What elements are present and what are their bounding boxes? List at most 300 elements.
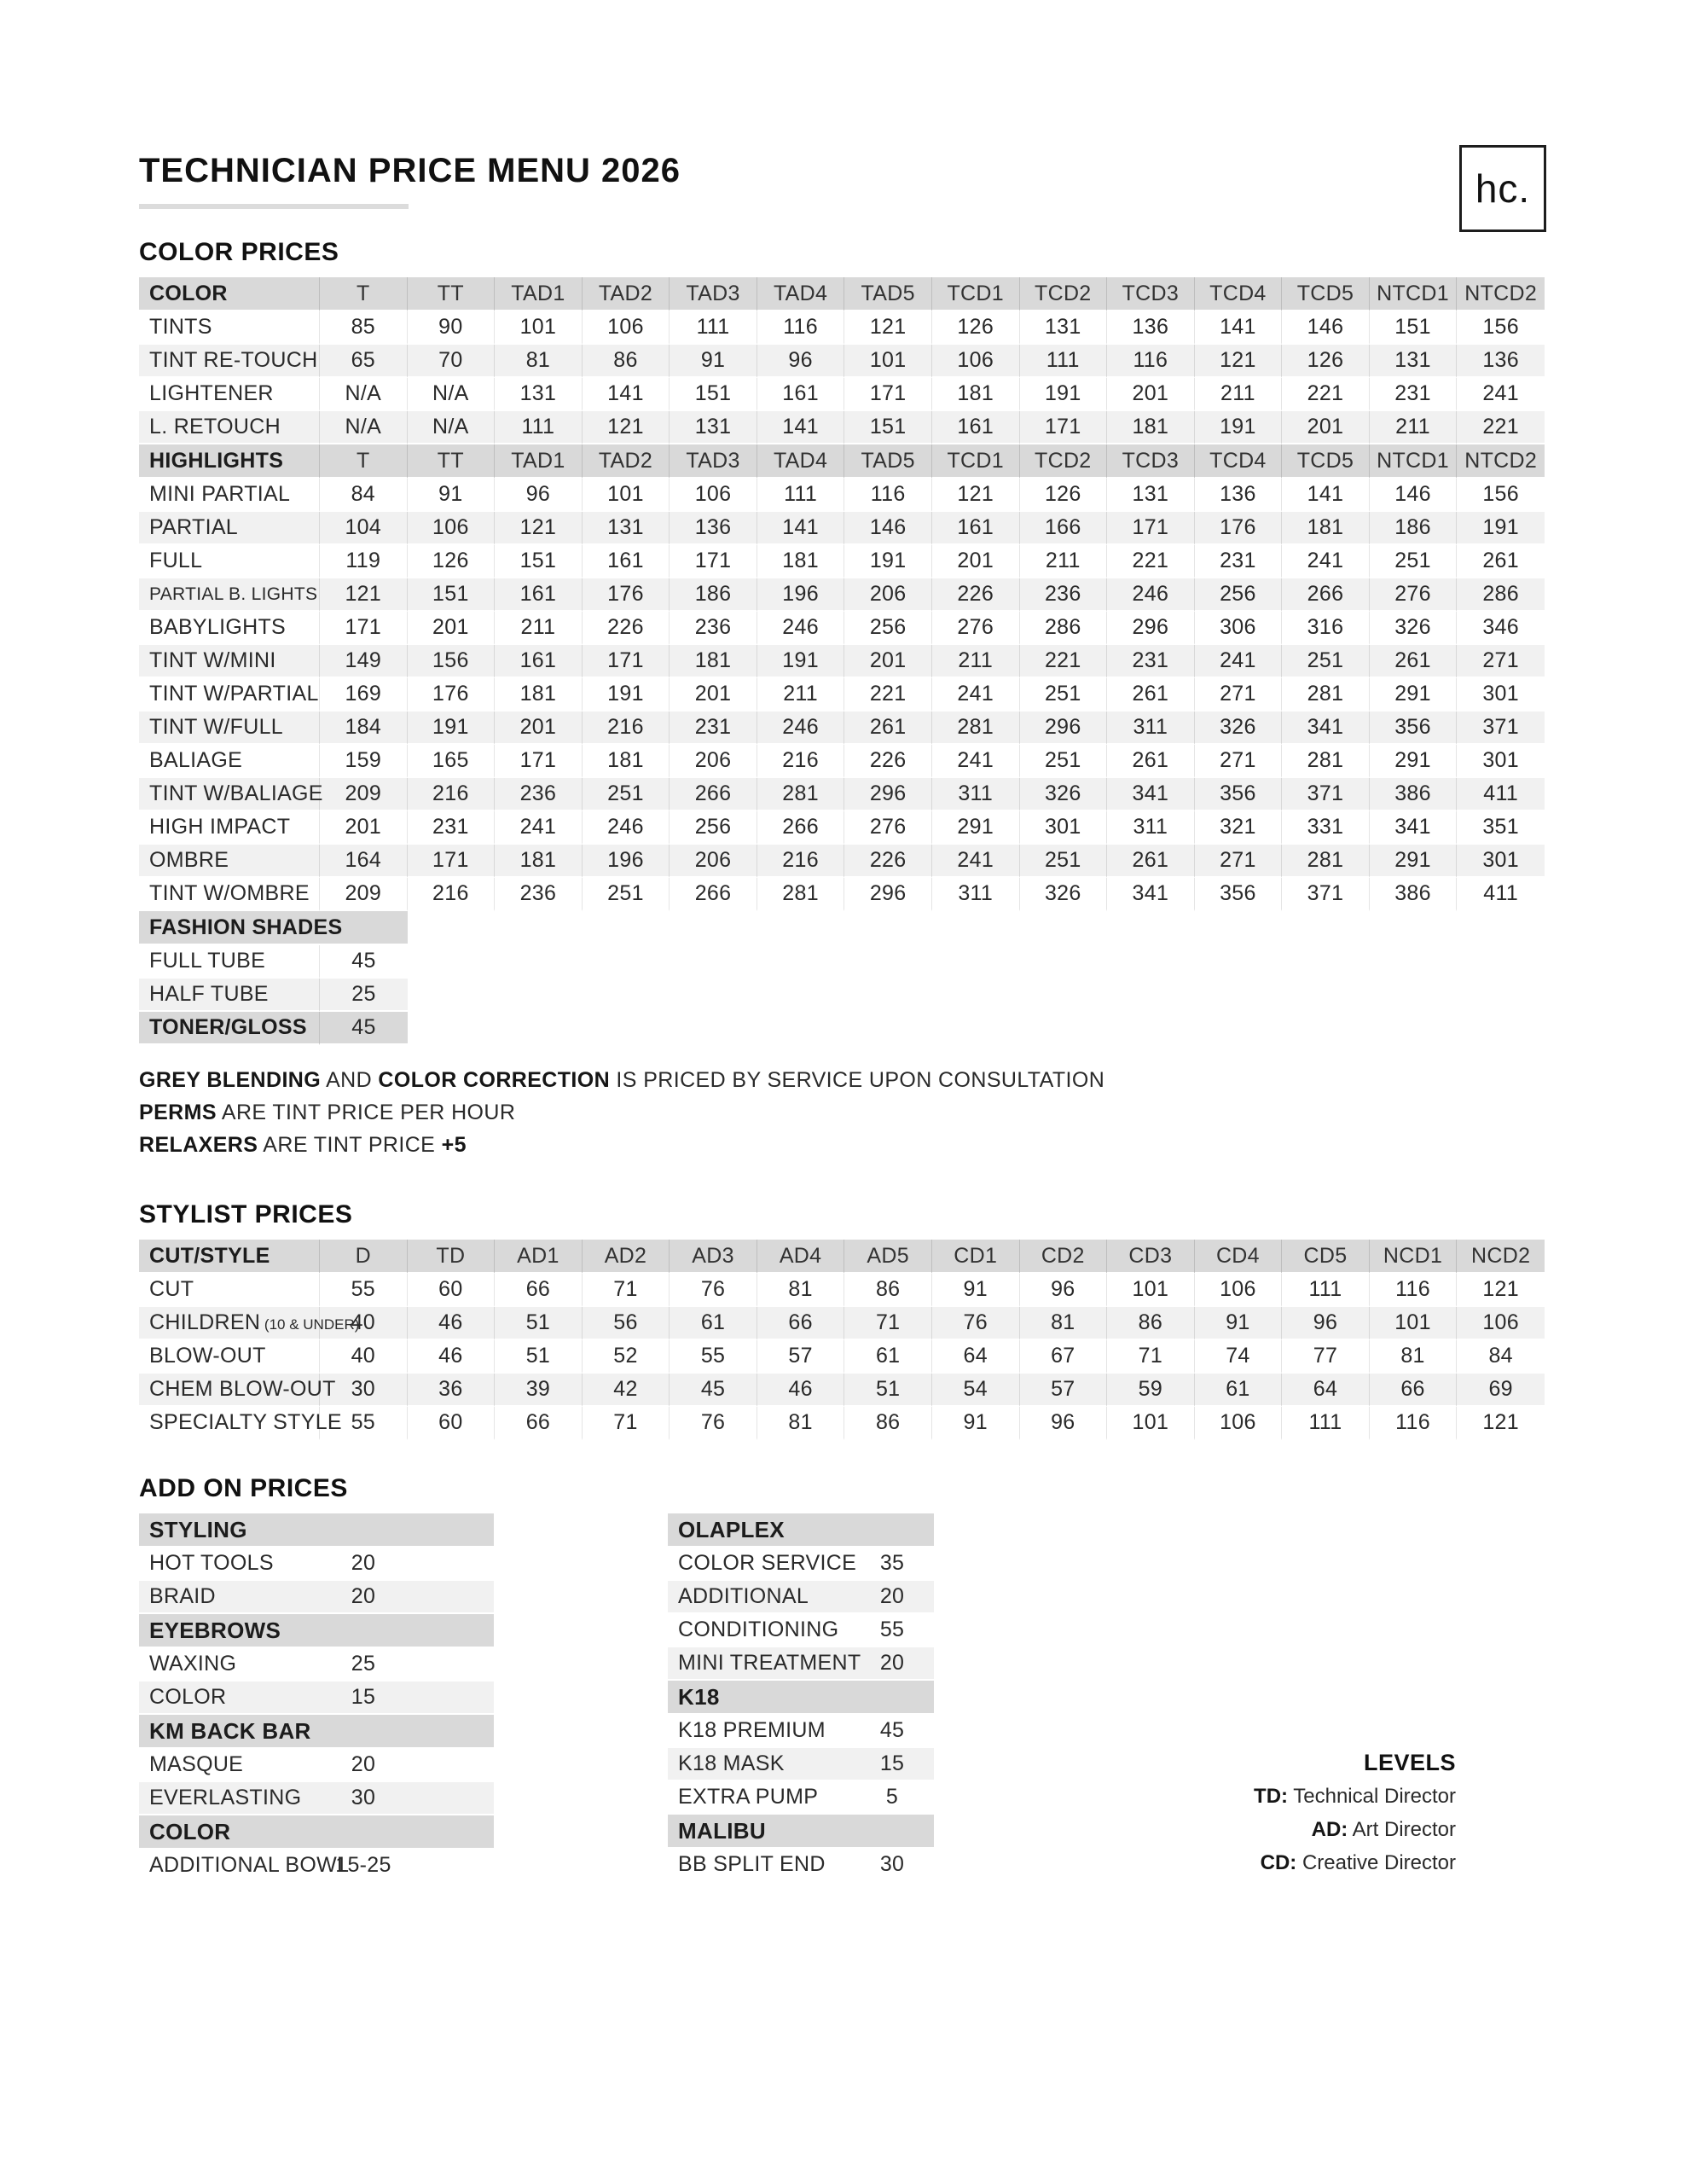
price-cell: 266 xyxy=(1282,578,1370,612)
price-cell: 201 xyxy=(844,645,932,678)
price-cell: 111 xyxy=(757,479,845,512)
price-cell: 96 xyxy=(495,479,583,512)
price-cell: 251 xyxy=(1282,645,1370,678)
price-cell: 106 xyxy=(1195,1274,1283,1307)
price-cell: 121 xyxy=(1457,1407,1545,1440)
price-cell: 126 xyxy=(1282,345,1370,378)
section-header: OLAPLEX xyxy=(668,1513,934,1548)
row-label: BALIAGE xyxy=(139,745,320,778)
column-header: T xyxy=(320,444,408,479)
price-cell: 151 xyxy=(1370,311,1458,345)
price-cell: 86 xyxy=(844,1274,932,1307)
price-cell: 156 xyxy=(408,645,496,678)
column-header: TAD5 xyxy=(844,277,932,311)
price-cell: 55 xyxy=(670,1340,757,1374)
price-cell: 96 xyxy=(1020,1407,1108,1440)
price-cell: 301 xyxy=(1457,678,1545,712)
price-cell: 111 xyxy=(670,311,757,345)
price-cell: 164 xyxy=(320,845,408,878)
price-cell: 341 xyxy=(1107,778,1195,811)
row-label: BLOW-OUT xyxy=(139,1340,320,1374)
table-row xyxy=(139,1648,494,1682)
price-cell: 91 xyxy=(1195,1307,1283,1340)
column-header: TT xyxy=(408,277,496,311)
price-cell: 301 xyxy=(1457,845,1545,878)
price-cell: N/A xyxy=(320,411,408,444)
column-header: TCD5 xyxy=(1282,444,1370,479)
column-header: TCD3 xyxy=(1107,444,1195,479)
row-label: CUT xyxy=(139,1274,320,1307)
price-cell: 91 xyxy=(932,1274,1020,1307)
price-cell: 411 xyxy=(1457,778,1545,811)
price-cell: 261 xyxy=(1107,678,1195,712)
price-cell: 211 xyxy=(495,612,583,645)
price-cell: 156 xyxy=(1457,311,1545,345)
price-cell: 356 xyxy=(1370,712,1458,745)
price-cell: 286 xyxy=(1457,578,1545,612)
price-cell: 106 xyxy=(408,512,496,545)
price-cell: 291 xyxy=(932,811,1020,845)
price-cell: 64 xyxy=(932,1340,1020,1374)
price-cell: 55 xyxy=(320,1274,408,1307)
price-cell: 70 xyxy=(408,345,496,378)
price-cell: 196 xyxy=(583,845,670,878)
price-cell: 66 xyxy=(495,1274,583,1307)
price-cell: 56 xyxy=(583,1307,670,1340)
section-header-row xyxy=(668,1681,934,1715)
price-cell: 226 xyxy=(932,578,1020,612)
price-cell: 146 xyxy=(844,512,932,545)
row-label: HALF TUBE xyxy=(139,979,320,1012)
price-cell: 151 xyxy=(495,545,583,578)
price-cell: 146 xyxy=(1370,479,1458,512)
price-cell: 271 xyxy=(1195,678,1283,712)
price-cell: 311 xyxy=(932,878,1020,911)
spacer-cell xyxy=(407,1682,494,1715)
price-cell: 46 xyxy=(408,1340,496,1374)
price-cell: 141 xyxy=(1282,479,1370,512)
price-cell: 76 xyxy=(670,1274,757,1307)
column-header: TT xyxy=(408,444,496,479)
column-header: TAD1 xyxy=(495,444,583,479)
spacer-cell xyxy=(407,1648,494,1682)
row-label: EXTRA PUMP xyxy=(668,1781,850,1815)
price-cell: 151 xyxy=(670,378,757,411)
column-header: TAD3 xyxy=(670,277,757,311)
price-cell: 65 xyxy=(320,345,408,378)
row-label: ADDITIONAL BOWL xyxy=(139,1850,320,1883)
price-cell: 241 xyxy=(932,678,1020,712)
price-cell: 216 xyxy=(757,845,845,878)
table-row xyxy=(139,1274,1545,1307)
price-cell: 246 xyxy=(1107,578,1195,612)
price-cell: 291 xyxy=(1370,845,1458,878)
price-cell: 351 xyxy=(1457,811,1545,845)
table-row xyxy=(668,1715,934,1748)
section-header: STYLING xyxy=(139,1513,494,1548)
price-cell: 45 xyxy=(670,1374,757,1407)
price-cell: 45 xyxy=(320,945,408,979)
price-cell: 69 xyxy=(1457,1374,1545,1407)
row-label: HOT TOOLS xyxy=(139,1548,320,1581)
price-cell: 291 xyxy=(1370,678,1458,712)
column-header: TCD4 xyxy=(1195,277,1283,311)
price-cell: 161 xyxy=(583,545,670,578)
price-cell: 271 xyxy=(1457,645,1545,678)
price-cell: 191 xyxy=(844,545,932,578)
price-cell: 76 xyxy=(670,1407,757,1440)
price-cell: 15-25 xyxy=(320,1850,407,1883)
stylist-prices-heading: STYLIST PRICES xyxy=(139,1200,353,1228)
price-cell: 121 xyxy=(844,311,932,345)
price-cell: 90 xyxy=(408,311,496,345)
table-row xyxy=(139,479,1545,512)
price-cell: 116 xyxy=(1107,345,1195,378)
price-cell: 211 xyxy=(1195,378,1283,411)
row-group-header: COLOR xyxy=(139,277,320,311)
column-header: CD1 xyxy=(932,1240,1020,1274)
row-label: MASQUE xyxy=(139,1749,320,1782)
table-row xyxy=(668,1647,934,1681)
price-cell: 236 xyxy=(1020,578,1108,612)
price-cell: 106 xyxy=(1195,1407,1283,1440)
column-header: TCD2 xyxy=(1020,277,1108,311)
price-cell: 116 xyxy=(1370,1274,1458,1307)
row-label: ADDITIONAL xyxy=(668,1581,850,1614)
price-cell: 111 xyxy=(1020,345,1108,378)
level-line: TD: Technical Director xyxy=(1254,1785,1456,1808)
spacer-cell xyxy=(407,1749,494,1782)
section-header-row xyxy=(668,1815,934,1849)
column-header: TAD4 xyxy=(757,444,845,479)
table-row xyxy=(139,1850,494,1883)
price-cell: 104 xyxy=(320,512,408,545)
column-header: TCD3 xyxy=(1107,277,1195,311)
table-row xyxy=(139,545,1545,578)
price-cell: 20 xyxy=(320,1749,407,1782)
price-cell: 15 xyxy=(850,1748,934,1781)
price-cell: 76 xyxy=(932,1307,1020,1340)
price-cell: 206 xyxy=(670,745,757,778)
price-cell: 186 xyxy=(1370,512,1458,545)
price-cell: 281 xyxy=(757,878,845,911)
price-cell: 211 xyxy=(757,678,845,712)
row-label: COLOR xyxy=(139,1682,320,1715)
row-label: FULL TUBE xyxy=(139,945,320,979)
price-cell: 211 xyxy=(1370,411,1458,444)
price-cell: 261 xyxy=(1457,545,1545,578)
row-label: PARTIAL B. LIGHTS xyxy=(139,578,320,612)
price-cell: 231 xyxy=(670,712,757,745)
price-cell: 241 xyxy=(932,845,1020,878)
price-cell: 201 xyxy=(1282,411,1370,444)
price-cell: 191 xyxy=(408,712,496,745)
price-cell: 111 xyxy=(495,411,583,444)
price-cell: 184 xyxy=(320,712,408,745)
add-on-prices-heading: ADD ON PRICES xyxy=(139,1474,348,1502)
price-cell: 186 xyxy=(670,578,757,612)
price-cell: 57 xyxy=(1020,1374,1108,1407)
section-header: KM BACK BAR xyxy=(139,1715,494,1749)
price-cell: 81 xyxy=(1020,1307,1108,1340)
price-cell: 311 xyxy=(932,778,1020,811)
price-cell: 136 xyxy=(1457,345,1545,378)
price-cell: 86 xyxy=(1107,1307,1195,1340)
price-cell: 281 xyxy=(757,778,845,811)
price-cell: 191 xyxy=(1020,378,1108,411)
price-cell: 20 xyxy=(850,1647,934,1681)
row-label: MINI TREATMENT xyxy=(668,1647,850,1681)
price-cell: N/A xyxy=(408,378,496,411)
pricing-notes xyxy=(139,1064,1545,1161)
price-cell: 216 xyxy=(408,878,496,911)
price-cell: 296 xyxy=(1020,712,1108,745)
table-row xyxy=(139,1682,494,1715)
price-cell: 116 xyxy=(757,311,845,345)
column-header: NTCD1 xyxy=(1370,444,1458,479)
level-line: AD: Art Director xyxy=(1311,1818,1456,1841)
price-cell: 246 xyxy=(583,811,670,845)
column-header: NTCD2 xyxy=(1457,444,1545,479)
price-cell: 121 xyxy=(320,578,408,612)
column-header: AD2 xyxy=(583,1240,670,1274)
price-cell: 301 xyxy=(1020,811,1108,845)
price-cell: 20 xyxy=(320,1581,407,1614)
table-row xyxy=(139,612,1545,645)
spacer-cell xyxy=(407,1782,494,1815)
row-label: TINTS xyxy=(139,311,320,345)
price-cell: 231 xyxy=(408,811,496,845)
price-cell: 45 xyxy=(320,1012,408,1045)
column-header: TAD1 xyxy=(495,277,583,311)
price-cell: 216 xyxy=(408,778,496,811)
price-cell: 106 xyxy=(583,311,670,345)
logo xyxy=(1459,145,1546,232)
row-label: COLOR SERVICE xyxy=(668,1548,850,1581)
row-label: K18 MASK xyxy=(668,1748,850,1781)
table-row xyxy=(139,311,1545,345)
fashion-shades-table xyxy=(139,911,408,1045)
title-underline xyxy=(139,204,409,209)
price-cell: 74 xyxy=(1195,1340,1283,1374)
price-cell: 20 xyxy=(850,1581,934,1614)
price-cell: 131 xyxy=(1020,311,1108,345)
row-label: PARTIAL xyxy=(139,512,320,545)
price-cell: 101 xyxy=(1107,1274,1195,1307)
price-cell: 126 xyxy=(932,311,1020,345)
add-on-section xyxy=(139,1513,1545,1883)
price-cell: 296 xyxy=(844,878,932,911)
table-row xyxy=(668,1849,934,1882)
note-relaxers: RELAXERS ARE TINT PRICE +5 xyxy=(139,1133,467,1157)
price-cell: 121 xyxy=(495,512,583,545)
price-cell: 136 xyxy=(1107,311,1195,345)
price-cell: 42 xyxy=(583,1374,670,1407)
price-cell: 371 xyxy=(1282,878,1370,911)
price-cell: 45 xyxy=(850,1715,934,1748)
row-label: MINI PARTIAL xyxy=(139,479,320,512)
price-cell: 276 xyxy=(1370,578,1458,612)
price-cell: 216 xyxy=(757,745,845,778)
price-cell: 85 xyxy=(320,311,408,345)
section-header: MALIBU xyxy=(668,1815,934,1849)
price-cell: 256 xyxy=(844,612,932,645)
price-cell: 321 xyxy=(1195,811,1283,845)
price-cell: 296 xyxy=(844,778,932,811)
spacer-cell xyxy=(407,1850,494,1883)
column-header: NTCD1 xyxy=(1370,277,1458,311)
price-cell: 296 xyxy=(1107,612,1195,645)
price-cell: 291 xyxy=(1370,745,1458,778)
price-cell: 221 xyxy=(1457,411,1545,444)
price-cell: 346 xyxy=(1457,612,1545,645)
price-cell: 81 xyxy=(757,1274,845,1307)
price-cell: 326 xyxy=(1370,612,1458,645)
price-cell: 271 xyxy=(1195,745,1283,778)
price-cell: 341 xyxy=(1370,811,1458,845)
section-header-row xyxy=(139,1815,494,1850)
price-cell: 216 xyxy=(583,712,670,745)
column-header: CD4 xyxy=(1195,1240,1283,1274)
price-cell: 181 xyxy=(1107,411,1195,444)
price-cell: 25 xyxy=(320,979,408,1012)
column-header: TCD5 xyxy=(1282,277,1370,311)
price-cell: 40 xyxy=(320,1307,408,1340)
row-label: CHEM BLOW-OUT xyxy=(139,1374,320,1407)
price-cell: 356 xyxy=(1195,878,1283,911)
price-cell: 30 xyxy=(320,1782,407,1815)
price-cell: 52 xyxy=(583,1340,670,1374)
price-cell: 71 xyxy=(583,1274,670,1307)
price-cell: 251 xyxy=(1020,845,1108,878)
price-cell: 176 xyxy=(1195,512,1283,545)
price-cell: 60 xyxy=(408,1274,496,1307)
price-cell: 86 xyxy=(844,1407,932,1440)
price-cell: 171 xyxy=(583,645,670,678)
price-cell: 246 xyxy=(757,612,845,645)
price-cell: 221 xyxy=(1020,645,1108,678)
price-cell: 55 xyxy=(320,1407,408,1440)
price-cell: 201 xyxy=(408,612,496,645)
table-row xyxy=(139,712,1545,745)
table-header-row xyxy=(139,1240,1545,1274)
price-cell: 86 xyxy=(583,345,670,378)
section-header: K18 xyxy=(668,1681,934,1715)
price-cell: 206 xyxy=(670,845,757,878)
price-cell: 116 xyxy=(844,479,932,512)
column-header: TAD4 xyxy=(757,277,845,311)
column-header: CD5 xyxy=(1282,1240,1370,1274)
price-cell: 136 xyxy=(670,512,757,545)
price-cell: 46 xyxy=(408,1307,496,1340)
price-cell: 171 xyxy=(844,378,932,411)
table-row xyxy=(139,378,1545,411)
price-cell: 15 xyxy=(320,1682,407,1715)
add-on-table-treatments xyxy=(668,1513,934,1882)
price-cell: 281 xyxy=(1282,678,1370,712)
price-cell: 341 xyxy=(1282,712,1370,745)
column-header: TAD2 xyxy=(583,277,670,311)
price-cell: 25 xyxy=(320,1648,407,1682)
price-cell: 116 xyxy=(1370,1407,1458,1440)
price-cell: 101 xyxy=(844,345,932,378)
price-cell: 171 xyxy=(1107,512,1195,545)
column-header: AD4 xyxy=(757,1240,845,1274)
price-cell: 101 xyxy=(1370,1307,1458,1340)
price-cell: 226 xyxy=(583,612,670,645)
price-cell: 131 xyxy=(1107,479,1195,512)
price-cell: 226 xyxy=(844,845,932,878)
row-label: WAXING xyxy=(139,1648,320,1682)
price-cell: 221 xyxy=(844,678,932,712)
row-label: OMBRE xyxy=(139,845,320,878)
price-cell: 251 xyxy=(583,778,670,811)
price-cell: 251 xyxy=(583,878,670,911)
price-cell: 39 xyxy=(495,1374,583,1407)
price-cell: 326 xyxy=(1020,878,1108,911)
price-cell: 96 xyxy=(757,345,845,378)
price-cell: 211 xyxy=(932,645,1020,678)
section-header-row xyxy=(668,1513,934,1548)
price-cell: 159 xyxy=(320,745,408,778)
table-row xyxy=(139,678,1545,712)
price-cell: 251 xyxy=(1370,545,1458,578)
price-cell: 181 xyxy=(1282,512,1370,545)
column-header: TCD1 xyxy=(932,277,1020,311)
column-header: AD5 xyxy=(844,1240,932,1274)
table-row xyxy=(139,411,1545,444)
price-cell: 51 xyxy=(844,1374,932,1407)
table-row xyxy=(139,345,1545,378)
price-cell: N/A xyxy=(320,378,408,411)
price-cell: 156 xyxy=(1457,479,1545,512)
price-cell: 111 xyxy=(1282,1407,1370,1440)
table-row xyxy=(139,1307,1545,1340)
price-cell: 181 xyxy=(495,678,583,712)
price-cell: 161 xyxy=(932,512,1020,545)
price-cell: 209 xyxy=(320,878,408,911)
column-header: T xyxy=(320,277,408,311)
price-cell: 66 xyxy=(495,1407,583,1440)
price-cell: 57 xyxy=(757,1340,845,1374)
price-cell: 36 xyxy=(408,1374,496,1407)
column-header: D xyxy=(320,1240,408,1274)
table-header-row xyxy=(139,911,408,945)
price-cell: 326 xyxy=(1020,778,1108,811)
levels-heading: LEVELS xyxy=(1363,1750,1456,1775)
table-row xyxy=(668,1748,934,1781)
table-row xyxy=(668,1581,934,1614)
price-cell: 221 xyxy=(1282,378,1370,411)
row-label: TINT W/OMBRE xyxy=(139,878,320,911)
price-cell: 341 xyxy=(1107,878,1195,911)
levels-legend xyxy=(1254,1746,1456,1879)
price-cell: 201 xyxy=(670,678,757,712)
section-header: COLOR xyxy=(139,1815,494,1850)
table-row xyxy=(139,778,1545,811)
price-cell: 141 xyxy=(583,378,670,411)
price-cell: 121 xyxy=(583,411,670,444)
price-cell: 81 xyxy=(1370,1340,1458,1374)
price-cell: 181 xyxy=(932,378,1020,411)
price-cell: 35 xyxy=(850,1548,934,1581)
price-cell: 191 xyxy=(1195,411,1283,444)
price-cell: 61 xyxy=(670,1307,757,1340)
price-cell: 261 xyxy=(1370,645,1458,678)
price-cell: 40 xyxy=(320,1340,408,1374)
price-cell: 20 xyxy=(320,1548,407,1581)
price-cell: 261 xyxy=(844,712,932,745)
